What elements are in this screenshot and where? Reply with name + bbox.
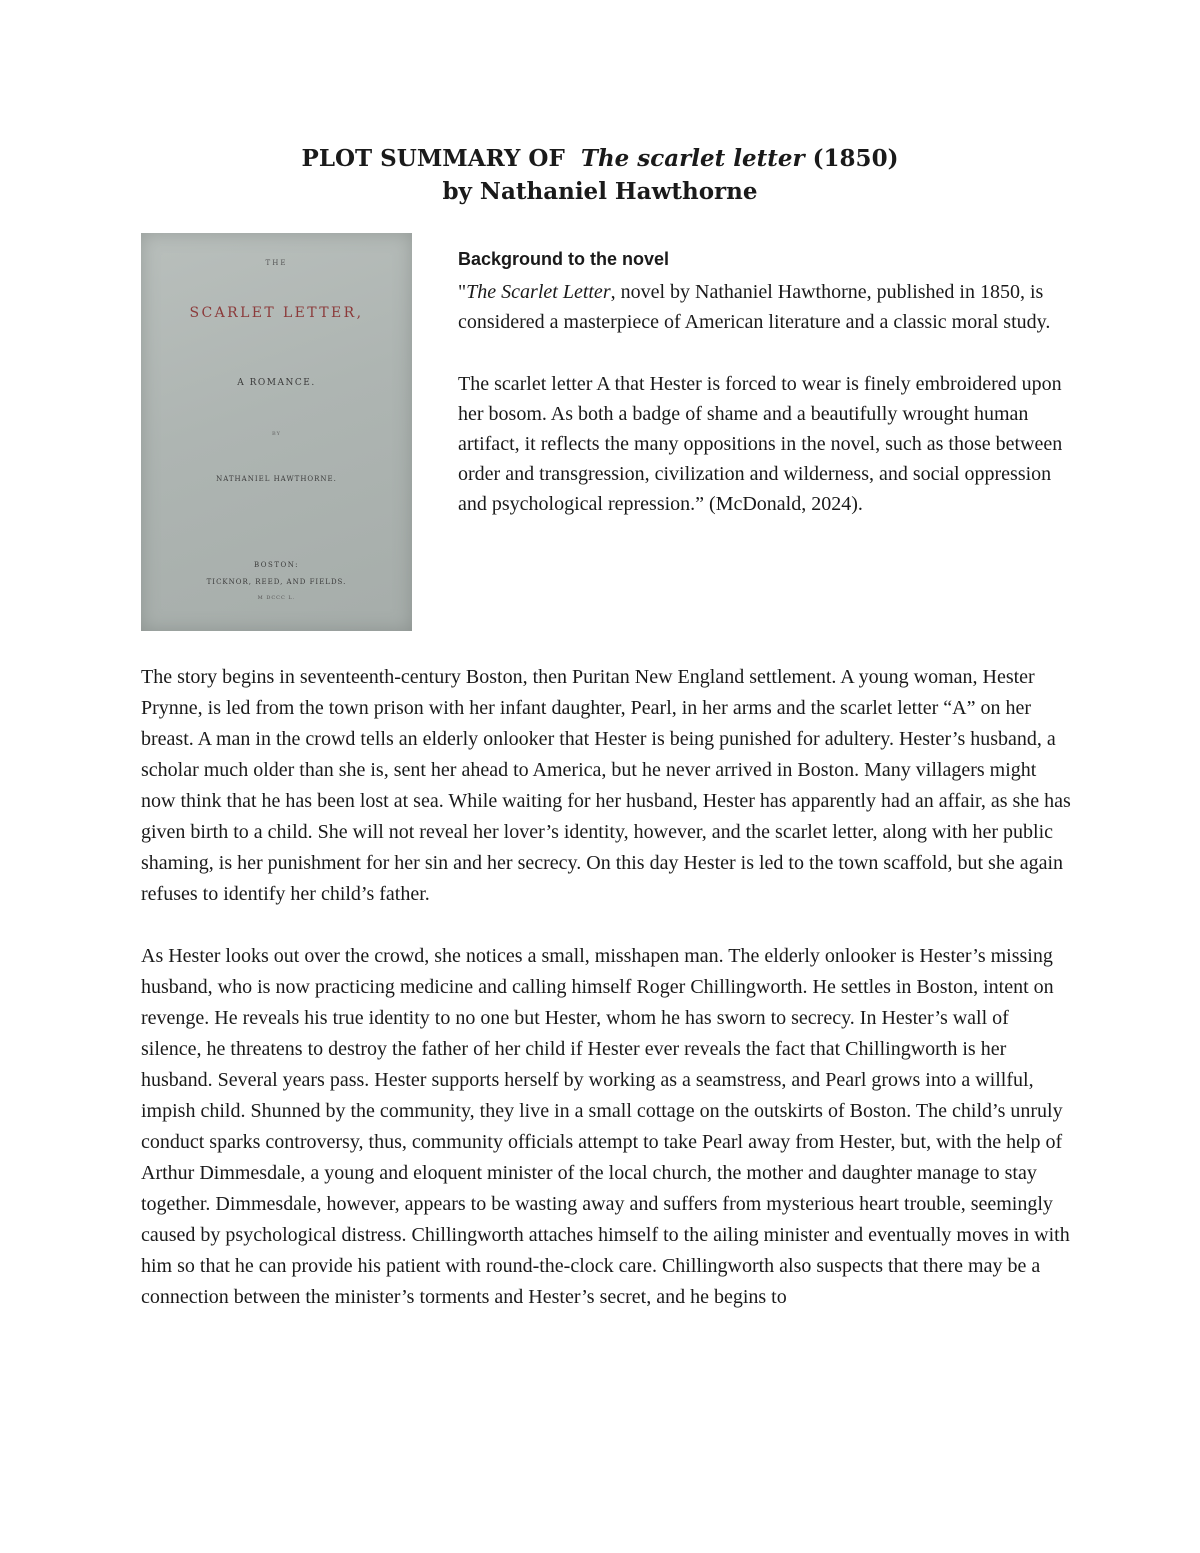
title-prefix: PLOT SUMMARY OF	[301, 145, 565, 172]
summary-paragraph-2: As Hester looks out over the crowd, she notices a small, misshapen man. The elderly onlooker is Hester’s missing husband, who is now practicing medicine and calling himself Roger Chillingworth. He settles in Boston, intent on revenge. He reveals his true identity to no one but Hester, whom he has sworn to secrecy. In Hester’s wall of silence, he threatens to destroy the father of her child if Hester ever reveals the fact that Chillingworth is her husband. Several years pass. Hester supports herself by working as a seamstress, and Pearl grows into a willful, impish child. Shunned by the community, they live in a small cottage on the outskirts of Boston. The child’s unruly conduct sparks controversy, thus, community officials attempt to take Pearl away from Hester, but, with the help of Arthur Dimmesdale, a young and eloquent minister of the local church, the mother and daughter manage to stay together. Dimmesdale, however, appears to be wasting away and suffers from mysterious heart trouble, seemingly caused by psychological distress. Chillingworth attaches himself to the ailing minister and eventually moves in with him so that he can provide his patient with round-the-clock care. Chillingworth also suspects that there may be a connection between the minister’s torments and Hester’s secret, and he begins to	[141, 945, 1070, 1308]
quote-open: "	[458, 281, 467, 303]
title-line-1	[0, 142, 1200, 175]
book-cover-image	[141, 233, 412, 631]
cover-subtitle: A ROMANCE.	[237, 378, 316, 388]
background-paragraph-2: The scarlet letter A that Hester is forced to wear is finely embroidered upon her bosom. As both a badge of shame and a beautifully wrought human artifact, it reflects the many oppositions in the novel, such as those between order and transgression, civilization and wilderness, and social oppression and psychological repression.” (McDonald, 2024).	[458, 373, 1063, 515]
background-heading: Background to the novel	[458, 249, 670, 269]
background-section	[458, 246, 1078, 519]
cover-title: SCARLET LETTER,	[189, 305, 364, 321]
background-paragraph-1	[458, 277, 1078, 337]
page-title	[0, 142, 1200, 208]
title-year: (1850)	[812, 145, 899, 172]
title-book: The scarlet letter	[580, 145, 805, 172]
cover-city: BOSTON:	[254, 561, 299, 569]
cover-by: BY	[272, 431, 281, 437]
title-byline: by Nathaniel Hawthorne	[442, 178, 758, 205]
background-p1-text: , novel by Nathaniel Hawthorne, published in 1850, is considered a masterpiece of American literature and a classic moral study.	[458, 281, 1051, 333]
book-title-italic: The Scarlet Letter	[466, 281, 611, 303]
plot-summary	[141, 662, 1071, 1313]
cover-year: M DCCC L.	[257, 595, 296, 601]
cover-publisher: TICKNOR, REED, AND FIELDS.	[206, 578, 347, 586]
cover-the: THE	[265, 259, 288, 267]
cover-author: NATHANIEL HAWTHORNE.	[216, 475, 337, 483]
summary-paragraph-1: The story begins in seventeenth-century Boston, then Puritan New England settlement. A young woman, Hester Prynne, is led from the town prison with her infant daughter, Pearl, in her arms and the scarlet letter “A” on her breast. A man in the crowd tells an elderly onlooker that Hester is being punished for adultery. Hester’s husband, a scholar much older than she is, sent her ahead to America, but he never arrived in Boston. Many villagers might now think that he has been lost at sea. While waiting for her husband, Hester has apparently had an affair, as she has given birth to a child. She will not reveal her lover’s identity, however, and the scarlet letter, along with her public shaming, is her punishment for her sin and her secrecy. On this day Hester is led to the town scaffold, but she again refuses to identify her child’s father.	[141, 666, 1071, 905]
